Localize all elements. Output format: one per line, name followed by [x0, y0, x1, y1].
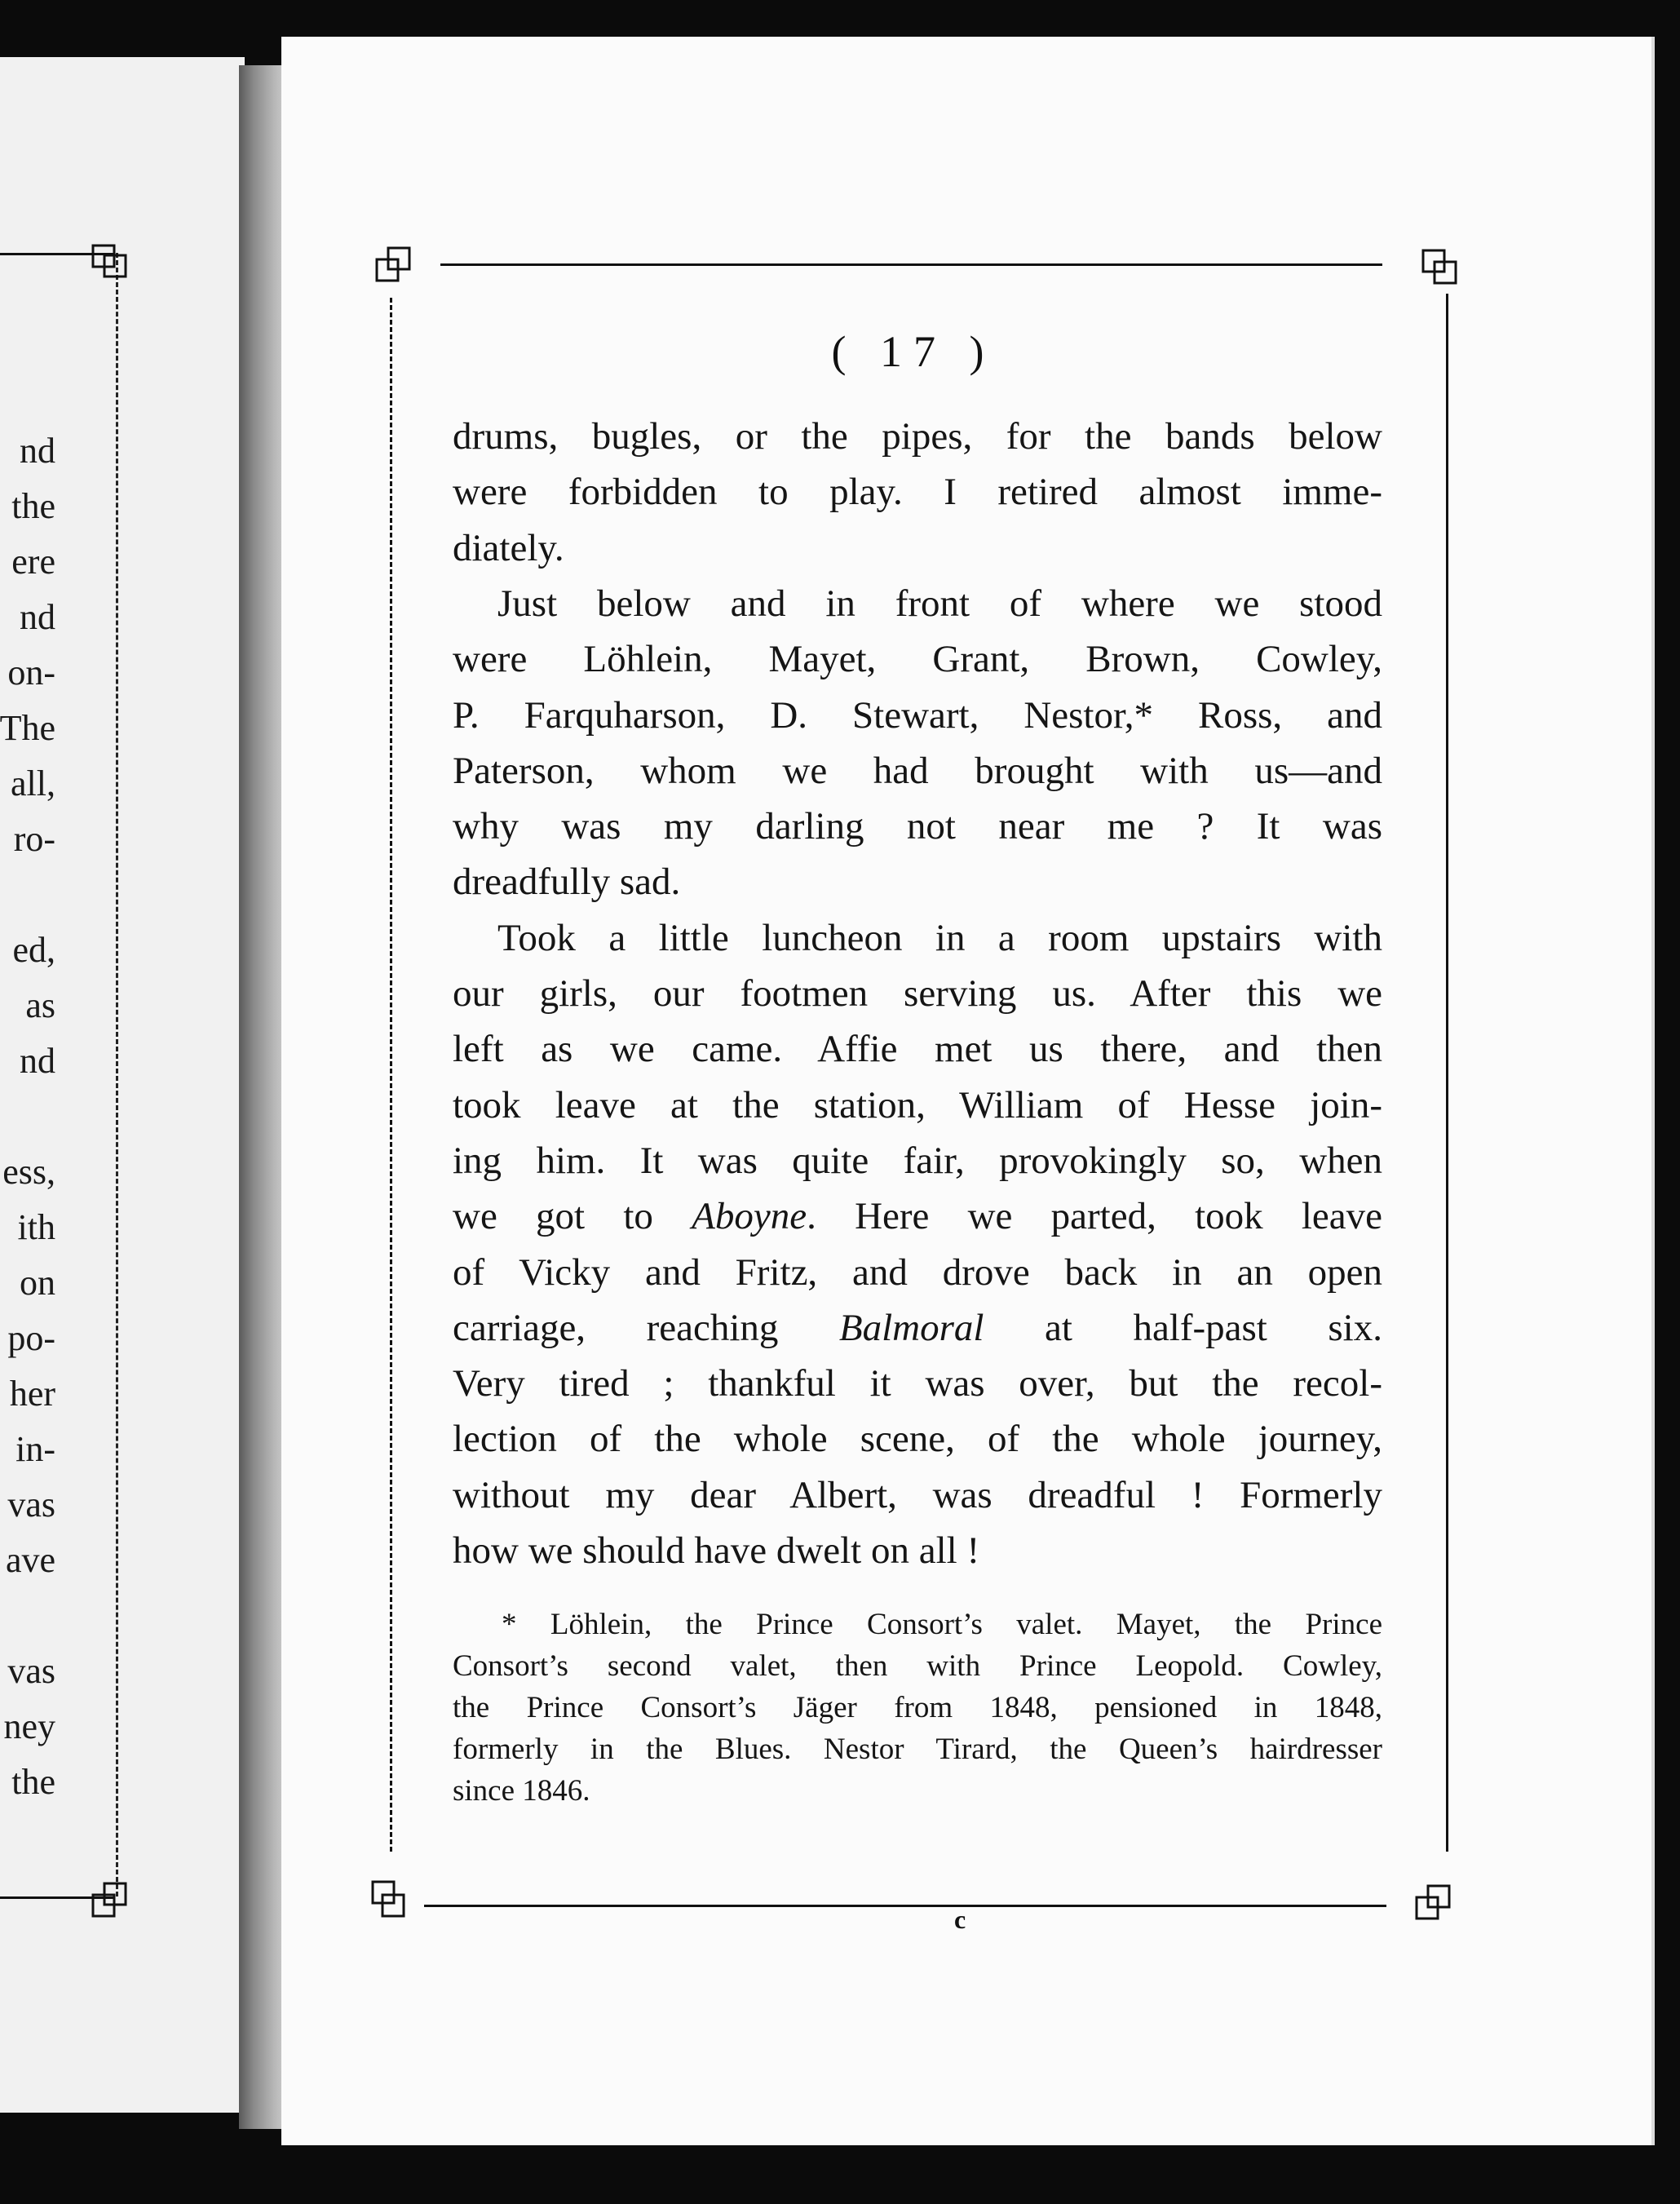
- footnote-line: since 1846.: [453, 1774, 590, 1808]
- left-page-line-fragment: vas: [7, 1651, 55, 1691]
- left-page-line-fragment: ere: [11, 542, 55, 582]
- frame-right-rule: [1446, 294, 1448, 1852]
- text-line: Took a little luncheon in a room upstairs with: [497, 916, 1382, 959]
- text-line: our girls, our footmen serving us. After this we: [453, 972, 1382, 1015]
- text-line: carriage, reaching Balmoral at half-past six.: [453, 1306, 1382, 1349]
- left-page-line-fragment: ith: [17, 1207, 55, 1247]
- left-page-frame-line: [116, 253, 118, 1896]
- left-page-line-fragment: po-: [7, 1318, 55, 1358]
- text-line: we got to Aboyne. Here we parted, took leave: [453, 1195, 1383, 1238]
- left-page-line-fragment: the: [11, 486, 55, 526]
- text-line: were forbidden to play. I retired almost imme-: [453, 471, 1382, 514]
- left-page-line-fragment: ave: [5, 1540, 55, 1580]
- left-page-line-fragment: her: [9, 1374, 55, 1414]
- text-line: left as we came. Affie met us there, and then: [453, 1028, 1382, 1071]
- frame-bottom-rule: [424, 1905, 1386, 1907]
- text-line: Very tired ; thankful it was over, but the recol-: [453, 1362, 1382, 1405]
- left-page-line-fragment: in-: [15, 1429, 55, 1469]
- text-line: ing him. It was quite fair, provokingly so, when: [453, 1139, 1382, 1182]
- text-line: lection of the whole scene, of the whole journey,: [453, 1418, 1382, 1461]
- bottom-left-corner-ornament: [371, 1880, 410, 1919]
- page-number: ( 17 ): [831, 327, 996, 376]
- text-line: Paterson, whom we had brought with us—and: [453, 749, 1382, 792]
- left-page-top-corner-ornament: [91, 241, 130, 280]
- text-line: drums, bugles, or the pipes, for the bands below: [453, 415, 1382, 458]
- left-facing-page: [0, 57, 245, 2113]
- footnote-line: * Löhlein, the Prince Consort’s valet. Mayet, the Prince: [502, 1608, 1382, 1642]
- left-page-line-fragment: the: [11, 1762, 55, 1802]
- left-page-line-fragment: ed,: [12, 930, 55, 970]
- bottom-right-corner-ornament: [1415, 1884, 1454, 1923]
- left-page-line-fragment: vas: [7, 1485, 55, 1525]
- left-page-line-fragment: ney: [3, 1706, 55, 1746]
- text-line: Just below and in front of where we stood: [497, 582, 1382, 625]
- footnote-line: Consort’s second valet, then with Prince Leopold. Cowley,: [453, 1649, 1382, 1684]
- left-page-bottom-corner-ornament: [91, 1880, 130, 1919]
- binding-gutter: [239, 65, 288, 2129]
- left-page-line-fragment: on-: [7, 653, 55, 693]
- left-page-line-fragment: ess,: [2, 1152, 55, 1192]
- left-page-line-fragment: The: [0, 708, 55, 748]
- text-line: how we should have dwelt on all !: [453, 1529, 980, 1572]
- footnote-line: formerly in the Blues. Nestor Tirard, the Queen’s hairdresser: [453, 1733, 1382, 1767]
- top-right-corner-ornament: [1421, 249, 1461, 288]
- text-line: took leave at the station, William of Hesse join-: [453, 1083, 1382, 1126]
- text-line: were Löhlein, Mayet, Grant, Brown, Cowley,: [453, 638, 1382, 681]
- left-page-line-fragment: on: [20, 1263, 55, 1303]
- left-page-line-fragment: ro-: [13, 819, 55, 859]
- text-line: why was my darling not near me ? It was: [453, 805, 1382, 848]
- text-line: dreadfully sad.: [453, 861, 681, 904]
- signature-mark: c: [954, 1905, 966, 1934]
- left-page-line-fragment: nd: [20, 597, 55, 637]
- text-line: without my dear Albert, was dreadful ! Formerly: [453, 1473, 1382, 1516]
- text-line: diately.: [453, 526, 564, 569]
- frame-top-rule: [440, 263, 1382, 266]
- text-line: of Vicky and Fritz, and drove back in an open: [453, 1250, 1382, 1294]
- footnote-line: the Prince Consort’s Jäger from 1848, pensioned in 1848,: [453, 1691, 1382, 1725]
- left-page-line-fragment: as: [25, 985, 55, 1025]
- left-page-line-fragment: all,: [11, 763, 55, 803]
- left-page-line-fragment: nd: [20, 431, 55, 471]
- left-page-line-fragment: nd: [20, 1041, 55, 1081]
- frame-left-rule: [390, 298, 392, 1852]
- top-left-corner-ornament: [375, 246, 414, 285]
- text-line: P. Farquharson, D. Stewart, Nestor,* Ross, and: [453, 693, 1382, 737]
